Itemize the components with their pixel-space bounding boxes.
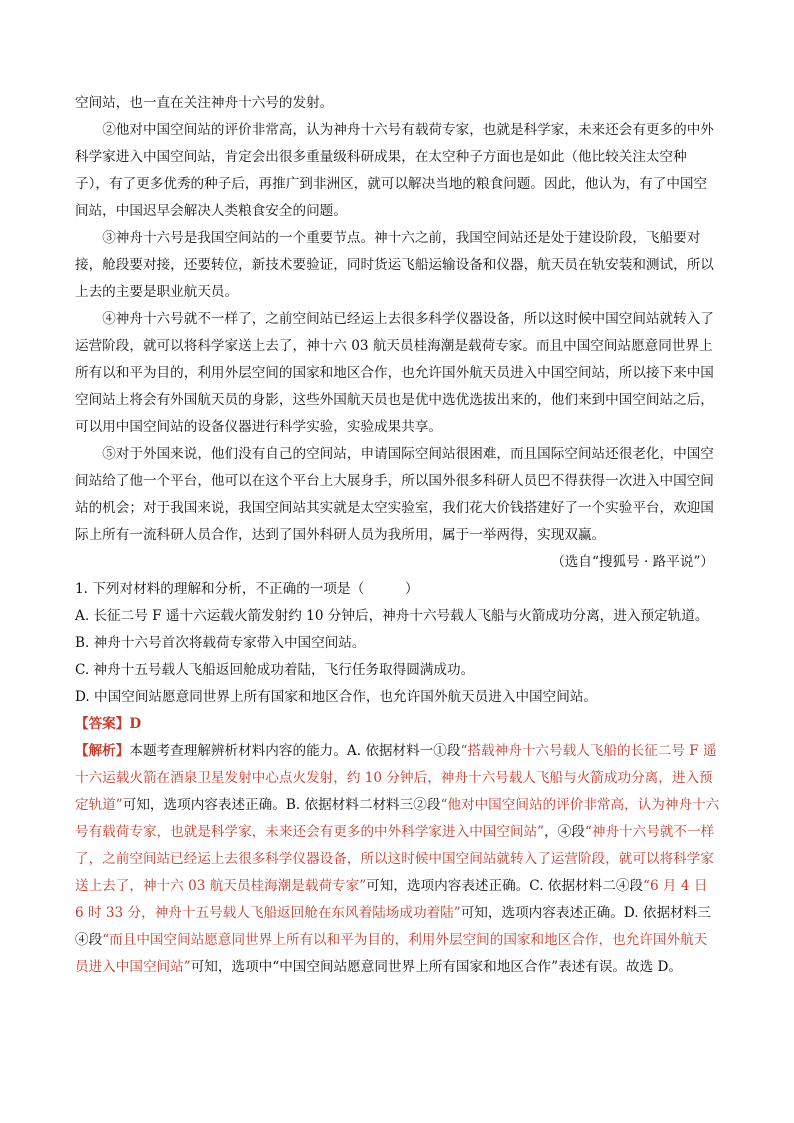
analysis-text-4: 可知，选项内容表述正确。C. 依据材料二④段 <box>366 878 644 894</box>
question-stem: 1. 下列对材料的理解和分析，不正确的一项是（ ） <box>75 581 419 597</box>
analysis-text-5: 可知，选项内容表述正确。D. 依据材料三④段 <box>75 905 711 948</box>
analysis-quote-4: “6 月 4 日 6 时 33 分，神舟十五号载人飞船返回舱在东风着陆场成功着陆” <box>75 878 708 921</box>
option-b: B. 神舟十六号首次将载荷专家带入中国空间站。 <box>75 635 366 651</box>
answer-label: 【答案】 <box>75 716 130 732</box>
passage-paragraph-2: ②他对中国空间站的评价非常高，认为神舟十六号有载荷专家，也就是科学家，未来还会有更多的中外科学家进入中国空间站，肯定会出很多重量级科研成果，在太空种子方面也是如此（他比较关注太空种子），有了更多优秀的种子后，再推广到非洲区，就可以解决当地的粮食问题。因此，他认为，有了中国空间站，中国迟早会解决人类粮食安全的问题。 <box>75 122 714 219</box>
analysis-label: 【解析】 <box>75 743 130 759</box>
analysis-quote-3: “神舟十六号就不一样了，之前空间站已经运上去很多科学仪器设备，所以这时候中国空间站就转入了运营阶段，就可以将科学家送上去了，神十六 03 航天员桂海潮是载荷专家” <box>75 824 715 894</box>
analysis-block <box>75 738 720 981</box>
answer-line <box>75 711 720 738</box>
analysis-text-6: 可知，选项中“中国空间站愿意同世界上所有国家和地区合作”表述有误。故选 D。 <box>190 959 683 975</box>
option-d: D. 中国空间站愿意同世界上所有国家和地区合作，也允许国外航天员进入中国空间站。 <box>75 689 598 705</box>
analysis-quote-2: “他对中国空间站的评价非常高，认为神舟十六号有载荷专家，也就是科学家，未来还会有更多的中外科学家进入中国空间站” <box>75 797 720 840</box>
passage-paragraph-1-tail: 空间站，也一直在关注神舟十六号的发射。 <box>75 95 334 111</box>
analysis-text-1: 本题考查理解辨析材料内容的能力。A. 依据材料一①段 <box>129 743 461 759</box>
option-a: A. 长征二号 F 遥十六运载火箭发射约 10 分钟后，神舟十六号载人飞船与火箭成功分离，进入预定轨道。 <box>75 608 709 624</box>
option-c: C. 神舟十五号载人飞船返回舱成功着陆，飞行任务取得圆满成功。 <box>75 662 475 678</box>
document-page <box>75 90 720 981</box>
analysis-quote-5: “而且中国空间站愿意同世界上所有以和平为目的，利用外层空间的国家和地区合作，也允许国外航天员进入中国空间站” <box>75 932 708 975</box>
answer-value: D <box>129 716 142 732</box>
source-citation: （选自“搜狐号 · 路平说”） <box>551 554 714 570</box>
analysis-quote-1: “搭载神舟十六号载人飞船的长征二号 F 遥十六运载火箭在酒泉卫星发射中心点火发射，约 10 分钟后，神舟十六号载人飞船与火箭成功分离，进入预定轨道” <box>75 743 717 813</box>
passage-paragraph-5: ⑤对于外国来说，他们没有自己的空间站，申请国际空间站很困难，而且国际空间站还很老化，中国空间站给了他一个平台，他可以在这个平台上大展身手，所以国外很多科研人员巴不得获得一次进入中国空间站的机会；对于我国来说，我国空间站其实就是太空实验室，我们花大价钱搭建好了一个实验平台，欢迎国际上所有一流科研人员合作，达到了国外科研人员为我所用，属于一举两得，实现双赢。 <box>75 446 714 543</box>
analysis-text-2: 可知，选项内容表述正确。B. 依据材料二材料三②段 <box>122 797 441 813</box>
passage-paragraph-3: ③神舟十六号是我国空间站的一个重要节点。神十六之前，我国空间站还是处于建设阶段，飞船要对接，舱段要对接，还要转位，新技术要验证，同时货运飞船运输设备和仪器，航天员在轨安装和测试，所以上去的主要是职业航天员。 <box>75 230 714 300</box>
passage-paragraph-4: ④神舟十六号就不一样了，之前空间站已经运上去很多科学仪器设备，所以这时候中国空间站就转入了运营阶段，就可以将科学家送上去了，神十六 03 航天员桂海潮是载荷专家。而且中国空间站愿意同世界上所有以和平为目的，利用外层空间的国家和地区合作，也允许国外航天员进入中国空间站，所以接下来中国空间站上将会有外国航天员的身影，这些外国航天员也是优中选优选拔出来的，他们来到中国空间站之后，可以用中国空间站的设备仪器进行科学实验，实验成果共享。 <box>75 311 714 435</box>
analysis-text-3: ，④段 <box>544 824 585 840</box>
